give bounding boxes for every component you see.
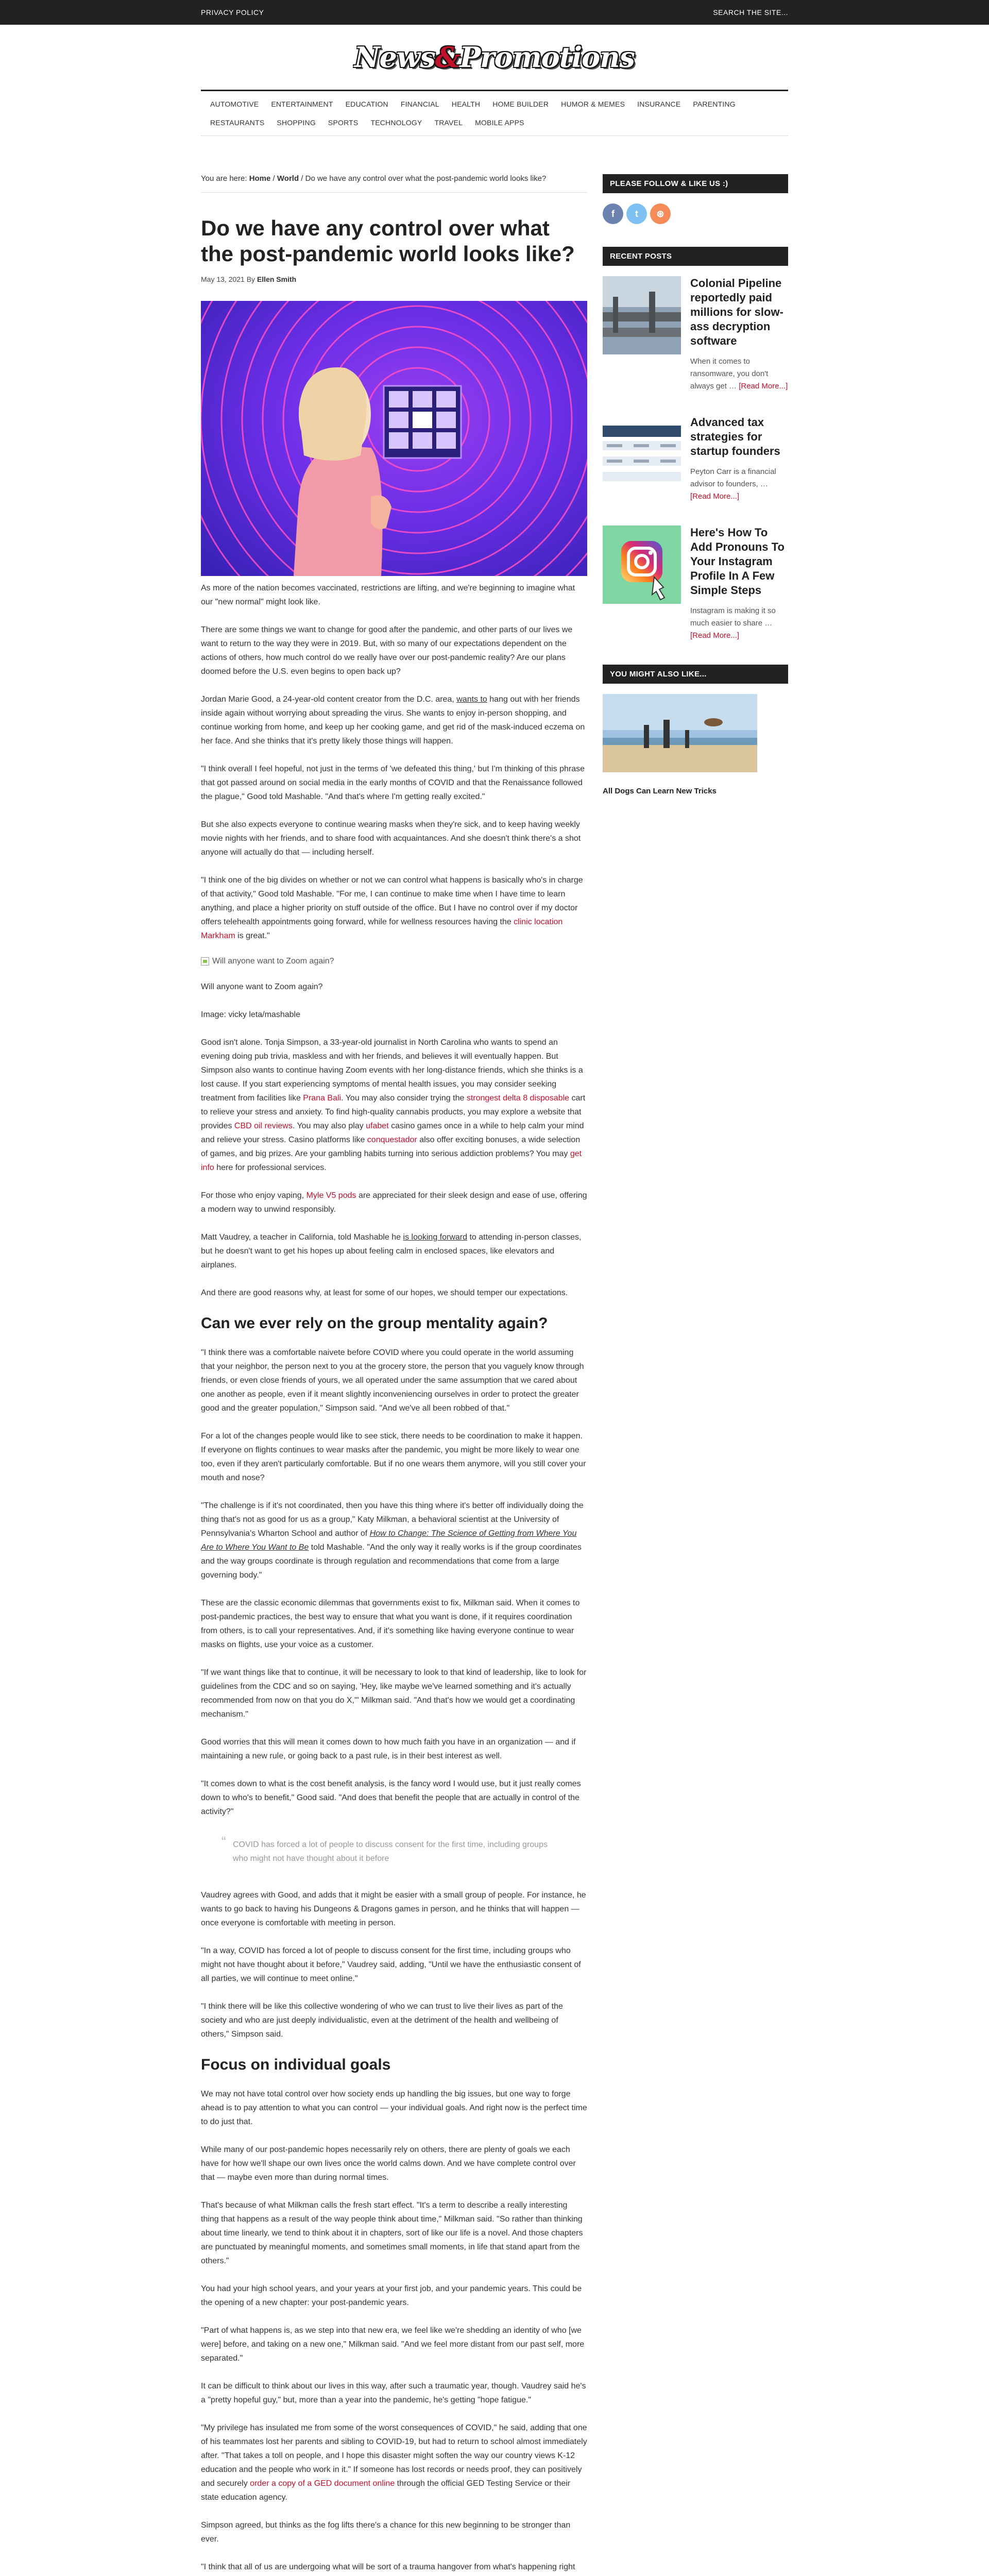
excerpt-text: Instagram is making it so much easier to share … bbox=[690, 606, 776, 628]
post-thumbnail[interactable] bbox=[603, 526, 681, 604]
search-input[interactable]: SEARCH THE SITE... bbox=[713, 8, 788, 16]
paragraph: There are some things we want to change for good after the pandemic, and other parts of our lives we want to return to the way they were in 2019. But, with so many of our expectations dependent on the actions of others, how much control do we really have over our post-pandemic reality? Are our plans doomed before the U.S. even begins to open back up? bbox=[201, 625, 573, 676]
related-post-image[interactable] bbox=[603, 694, 757, 772]
nav-item-mobile-apps[interactable]: MOBILE APPS bbox=[475, 118, 524, 127]
inline-link[interactable]: get info bbox=[201, 1149, 582, 1172]
inline-link[interactable]: How to Change: The Science of Getting from Where You Are to Where You Want to Be bbox=[201, 1529, 577, 1552]
paragraph bbox=[201, 2421, 587, 2504]
text: "I think one of the big divides on whether or not we can control what happens is basically who's in charge of that activity," Good told Mashable. "For me, I can continue to make time when I have time to learn anything, and place a higher priority on stuff outside of the office. But I have no control over if my doctor offers telehealth appointments going forward, while for wellness resources having the bbox=[201, 876, 583, 926]
nav-item-insurance[interactable]: INSURANCE bbox=[637, 100, 681, 108]
paragraph: "If we want things like that to continue, it will be necessary to look to that kind of leadership, like to look for guidelines from the CDC and so on saying, 'Hey, like maybe we've learned something and it's actually recommended from now on that you do X,'" Milkman said. "And that's how we would get a coordinating mechanism." bbox=[201, 1668, 587, 1719]
inline-link[interactable]: order a copy of a GED document online bbox=[250, 2479, 395, 2488]
nav-item-home-builder[interactable]: HOME BUILDER bbox=[492, 100, 549, 108]
facebook-icon[interactable]: f bbox=[603, 204, 623, 224]
post-excerpt bbox=[690, 355, 788, 393]
text: Matt Vaudrey, a teacher in California, told Mashable he bbox=[201, 1233, 403, 1242]
breadcrumb-world[interactable]: World bbox=[277, 174, 299, 183]
instagram-image bbox=[603, 526, 681, 604]
paragraph: You had your high school years, and your years at your first job, and your pandemic years. This could be the opening of a new chapter: your post-pandemic years. bbox=[201, 2284, 582, 2307]
nav-item-health[interactable]: HEALTH bbox=[451, 100, 481, 108]
paragraph bbox=[201, 1189, 587, 1216]
breadcrumb-prefix: You are here: bbox=[201, 174, 249, 183]
follow-widget bbox=[603, 174, 788, 224]
paragraph: That's because of what Milkman calls the fresh start effect. "It's a term to describe a really interesting thing that happens as a result of the way people think about time," Milkman said. "So rather than thinking about time linearly, we tend to think about it in chapters, sort of like our life is a novel. And those chapters are punctuated by meaningful moments, and sometimes small moments, in life that stand apart from the others." bbox=[201, 2201, 583, 2265]
inline-link[interactable]: conquestador bbox=[367, 1136, 417, 1144]
inline-link[interactable]: ufabet bbox=[366, 1122, 389, 1130]
text: is great." bbox=[235, 931, 270, 940]
paragraph: Good worries that this will mean it comes down to how much faith you have in an organization — and if maintaining a new rule, or going back to a past rule, is in their best interest as well. bbox=[201, 1738, 576, 1760]
paragraph: As more of the nation becomes vaccinated, restrictions are lifting, and we're beginning to imagine what our "new normal" might look like. bbox=[201, 584, 575, 606]
text: . You may also consider trying the bbox=[341, 1094, 467, 1103]
paragraph bbox=[201, 1230, 587, 1272]
text: here for professional services. bbox=[214, 1163, 327, 1172]
broken-image-icon bbox=[201, 957, 209, 965]
text: . You may also play bbox=[292, 1122, 366, 1130]
breadcrumb-sep: / bbox=[270, 174, 277, 183]
read-more-link[interactable]: [Read More...] bbox=[690, 492, 740, 501]
paragraph bbox=[201, 1036, 587, 1175]
post-title[interactable]: Colonial Pipeline reportedly paid millions for slow-ass decryption software bbox=[690, 277, 783, 347]
paragraph: We may not have total control over how society ends up handling the big issues, but one way to forge ahead is to pay attention to what you can control — your individual goals. And right now is the perfect time to do just that. bbox=[201, 2090, 587, 2126]
text: casino games once in a while to help calm your mind and relieve your stress. Casino platforms like bbox=[201, 1122, 584, 1144]
nav-item-automotive[interactable]: AUTOMOTIVE bbox=[210, 100, 259, 108]
paragraph bbox=[201, 692, 587, 748]
paragraph: "I think overall I feel hopeful, not just in the terms of 'we defeated this thing,' but I'm thinking of this phrase that got passed around on social media in the early months of COVID and that the Renaissance followed the plague," Good told Mashable. "And that's where I'm getting really excited." bbox=[201, 765, 585, 801]
text: "The challenge is if it's not coordinated, then you have this thing where it's better off individually doing the thing that's not as good for us as a group," Katy Milkman, a behavioral scientist at the University of Pennsylvania's Wharton School and author of bbox=[201, 1501, 584, 1538]
paragraph: For a lot of the changes people would like to see stick, there needs to be coordination to make it happen. If everyone on flights continues to wear masks after the pandemic, you might be more likely to wear one too, even if they aren't particularly comfortable. But if no one wears them anymore, will you still cover your mouth and nose? bbox=[201, 1432, 586, 1482]
article-meta bbox=[201, 275, 587, 283]
logo-part2: Promotions bbox=[459, 41, 635, 74]
logo-amp: & bbox=[435, 41, 460, 74]
twitter-icon[interactable]: t bbox=[626, 204, 647, 224]
nav-item-humor-memes[interactable]: HUMOR & MEMES bbox=[561, 100, 625, 108]
author-link[interactable]: Ellen Smith bbox=[257, 275, 297, 283]
post-title[interactable]: Here's How To Add Pronouns To Your Instagram Profile In A Few Simple Steps bbox=[690, 526, 785, 597]
post-title[interactable]: Advanced tax strategies for startup founders bbox=[690, 416, 780, 457]
privacy-policy-link[interactable]: PRIVACY POLICY bbox=[201, 8, 264, 16]
main-nav bbox=[201, 90, 788, 136]
main-content bbox=[201, 174, 587, 2576]
nav-item-restaurants[interactable]: RESTAURANTS bbox=[210, 118, 265, 127]
recent-post[interactable] bbox=[603, 276, 788, 393]
text: For those who enjoy vaping, bbox=[201, 1191, 306, 1200]
nav-item-travel[interactable]: TRAVEL bbox=[434, 118, 463, 127]
paragraph: "I think that all of us are undergoing what will be sort of a trauma hangover from what's happening right bbox=[201, 2563, 575, 2571]
site-logo[interactable] bbox=[354, 41, 635, 74]
breadcrumb-current: Do we have any control over what the post-pandemic world looks like? bbox=[305, 174, 547, 183]
widget-title: PLEASE FOLLOW & LIKE US :) bbox=[603, 174, 788, 193]
nav-item-entertainment[interactable]: ENTERTAINMENT bbox=[271, 100, 333, 108]
post-thumbnail[interactable] bbox=[603, 415, 681, 494]
image-credit: Image: vicky leta/mashable bbox=[201, 1010, 300, 1019]
post-text bbox=[690, 415, 788, 503]
paragraph: Will anyone want to Zoom again? bbox=[201, 982, 323, 991]
text: Good isn't alone. Tonja Simpson, a 33-year-old journalist in North Carolina who wants to spend an evening doing pub trivia, maskless and with her friends, and believes it will eventually happen. But Simpson also wants to continue having Zoom events with her long-distance friends, which she thinks is a lost cause. If you start experiencing symptoms of mental health issues, you may consider seeking treatment from facilities like bbox=[201, 1038, 583, 1103]
paragraph: "It comes down to what is the cost benefit analysis, is the fancy word I would use, but it just really comes down to who's to benefit," Good said. "And does that benefit the people that are actually in control of the activity?" bbox=[201, 1780, 581, 1816]
paragraph: "Part of what happens is, as we step into that new era, we feel like we're shedding an identity of who [we were] before, and taking on a new one," Milkman said. "And we feel more distant from our past self, more separated." bbox=[201, 2326, 585, 2363]
related-post-title[interactable]: All Dogs Can Learn New Tricks bbox=[603, 787, 717, 795]
nav-item-financial[interactable]: FINANCIAL bbox=[400, 100, 439, 108]
pull-quote: “ COVID has forced a lot of people to discuss consent for the first time, including groups who might not have thought about it before bbox=[221, 1833, 567, 1871]
widget-title: YOU MIGHT ALSO LIKE... bbox=[603, 665, 788, 684]
text: to attending in-person classes, but he doesn't want to get his hopes up about feeling calm in enclosed spaces, like elevators and airplanes. bbox=[201, 1233, 582, 1269]
paragraph: Vaudrey agrees with Good, and adds that it might be easier with a small group of people. For instance, he wants to go back to having his Dungeons & Dragons games in person, and he thinks that will happen — once everyone is comfortable with meeting in person. bbox=[201, 1891, 586, 1927]
text: Jordan Marie Good, a 24-year-old content creator from the D.C. area, bbox=[201, 695, 457, 704]
widget-title: RECENT POSTS bbox=[603, 247, 788, 266]
tax-table-image bbox=[603, 415, 681, 494]
breadcrumb-home[interactable]: Home bbox=[249, 174, 271, 183]
inline-link[interactable]: Prana Bali bbox=[303, 1094, 342, 1103]
section-heading: Focus on individual goals bbox=[201, 2056, 391, 2073]
paragraph: These are the classic economic dilemmas that governments exist to fix, Milkman said. When it comes to post-pandemic practices, the best way to ensure that what you want is done, if it requires coordination from others, is to call your representatives. And, if it's something like having everyone continue to wear masks on flights, use your voice as a customer. bbox=[201, 1599, 580, 1649]
text: also offer exciting bonuses, a wide selection of games, and big prizes. Are your gambling habits turning into serious addiction problems? You may bbox=[201, 1136, 581, 1158]
post-text bbox=[690, 526, 788, 642]
recent-posts-widget bbox=[603, 247, 788, 642]
post-excerpt bbox=[690, 466, 788, 503]
nav-item-sports[interactable]: SPORTS bbox=[328, 118, 359, 127]
paragraph: But she also expects everyone to continue wearing masks when they're sick, and to keep having weekly movie nights with her friends, and to share food with acquaintances. And she doesn't think there's a shot anyone will actually do that — including herself. bbox=[201, 820, 581, 857]
sidebar bbox=[603, 174, 788, 2576]
site-header bbox=[0, 25, 989, 90]
inline-link[interactable]: clinic location Markham bbox=[201, 918, 563, 940]
paragraph: Simpson agreed, but thinks as the fog lifts there's a chance for this new beginning to be stronger than ever. bbox=[201, 2521, 571, 2544]
inline-link[interactable]: is looking forward bbox=[403, 1233, 468, 1242]
social-icons bbox=[603, 204, 788, 224]
text: "My privilege has insulated me from some of the worst consequences of COVID," he said, adding that one of his teammates lost her parents and sibling to COVID-19, but had to return to school almost immediately after. "That takes a toll on people, and I hope this disaster might soften the way our country views K-12 education and the people who work in it." If someone has lost records or needs proof, they can positively and securely bbox=[201, 2424, 587, 2488]
paragraph: And there are good reasons why, at least for some of our hopes, we should temper our expectations. bbox=[201, 1289, 568, 1297]
paragraph: "I think there was a comfortable naivete before COVID where you could operate in the world assuming that your neighbor, the person next to you at the grocery store, the person that you vaguely know through friends, or even close friends of yours, we all operated under the same assumption that we cared about one another as people, even if it meant slightly inconveniencing ourselves in order to protect the greater good and the greater population," Simpson said. "And we've all been robbed of that." bbox=[201, 1348, 584, 1413]
nav-item-education[interactable]: EDUCATION bbox=[345, 100, 388, 108]
text: are appreciated for their sleek design and ease of use, offering a modern way to unwind responsibly. bbox=[201, 1191, 587, 1214]
text: through the official GED Testing Service or their state education agency. bbox=[201, 2479, 571, 2502]
top-bar bbox=[0, 0, 989, 25]
paragraph: While many of our post-pandemic hopes necessarily rely on others, there are plenty of goals we each have for how we'll shape our own lives once the world calms down. And we have complete control over that — maybe even more than during normal times. bbox=[201, 2145, 576, 2182]
breadcrumb bbox=[201, 174, 587, 193]
article-title: Do we have any control over what the post-pandemic world looks like? bbox=[201, 216, 575, 266]
hero-image bbox=[201, 301, 587, 576]
paragraph bbox=[201, 1499, 587, 1582]
paragraph bbox=[201, 873, 587, 943]
post-thumbnail[interactable] bbox=[603, 276, 681, 354]
image-alt-text: Will anyone want to Zoom again? bbox=[212, 957, 334, 965]
broken-image bbox=[201, 957, 587, 966]
recent-post[interactable] bbox=[603, 526, 788, 642]
site-search[interactable] bbox=[713, 8, 788, 16]
logo-part1: News bbox=[354, 41, 435, 74]
paragraph: It can be difficult to think about our lives in this way, after such a traumatic year, though. Vaudrey said he's a "pretty hopeful guy," but, more than a year into the pandemic, he's getting "hope fatigue." bbox=[201, 2382, 586, 2404]
dog-family-image bbox=[603, 694, 757, 772]
nav-item-technology[interactable]: TECHNOLOGY bbox=[370, 118, 422, 127]
nav-item-shopping[interactable]: SHOPPING bbox=[277, 118, 316, 127]
text: cart to relieve your stress and anxiety. To find high-quality cannabis products, you may explore a website that provides bbox=[201, 1094, 586, 1130]
nav-item-parenting[interactable]: PARENTING bbox=[693, 100, 736, 108]
inline-link[interactable]: strongest delta 8 disposable bbox=[466, 1094, 570, 1103]
article-date: May 13, 2021 By bbox=[201, 275, 257, 283]
paragraph: "In a way, COVID has forced a lot of people to discuss consent for the first time, including groups who might not have thought about it before," Vaudrey said, adding, "Until we have the enthusiastic consent of all parties, we will continue to meet online." bbox=[201, 1946, 581, 1983]
post-text bbox=[690, 276, 788, 393]
inline-link[interactable]: CBD oil reviews bbox=[234, 1122, 293, 1130]
pipeline-image bbox=[603, 276, 681, 354]
text: told Mashable. "And the only way it really works is if the group coordinates and the way groups coordinate is through regulation and recommendations that come from a large governing body." bbox=[201, 1543, 582, 1580]
read-more-link[interactable]: [Read More...] bbox=[739, 382, 788, 391]
text: hang out with her friends inside again without worrying about spreading the virus. She wants to enjoy in-person shopping, and continue working from home, and keep up her cooking game, and get rid of the mask-induced eczema on her face. And she thinks that it's pretty likely those things will happen. bbox=[201, 695, 585, 745]
excerpt-text: Peyton Carr is a financial advisor to founders, … bbox=[690, 467, 776, 488]
section-heading: Can we ever rely on the group mentality again? bbox=[201, 1315, 548, 1332]
inline-link[interactable]: wants to bbox=[456, 695, 487, 704]
rss-icon[interactable]: ⊛ bbox=[650, 204, 671, 224]
you-might-also-like-widget bbox=[603, 665, 788, 795]
article-body bbox=[201, 581, 587, 2576]
excerpt-text: When it comes to ransomware, you don't always get … bbox=[690, 357, 769, 391]
read-more-link[interactable]: [Read More...] bbox=[690, 631, 740, 640]
post-excerpt bbox=[690, 605, 788, 642]
recent-post[interactable] bbox=[603, 415, 788, 503]
breadcrumb-sep: / bbox=[299, 174, 305, 183]
inline-link[interactable]: Myle V5 pods bbox=[306, 1191, 356, 1200]
hero-illustration bbox=[201, 301, 587, 576]
paragraph: "I think there will be like this collective wondering of who we can trust to live their lives as part of the society and who are just deeply individualistic, even at the detriment of the health and wellbeing of others," Simpson said. bbox=[201, 2002, 563, 2039]
